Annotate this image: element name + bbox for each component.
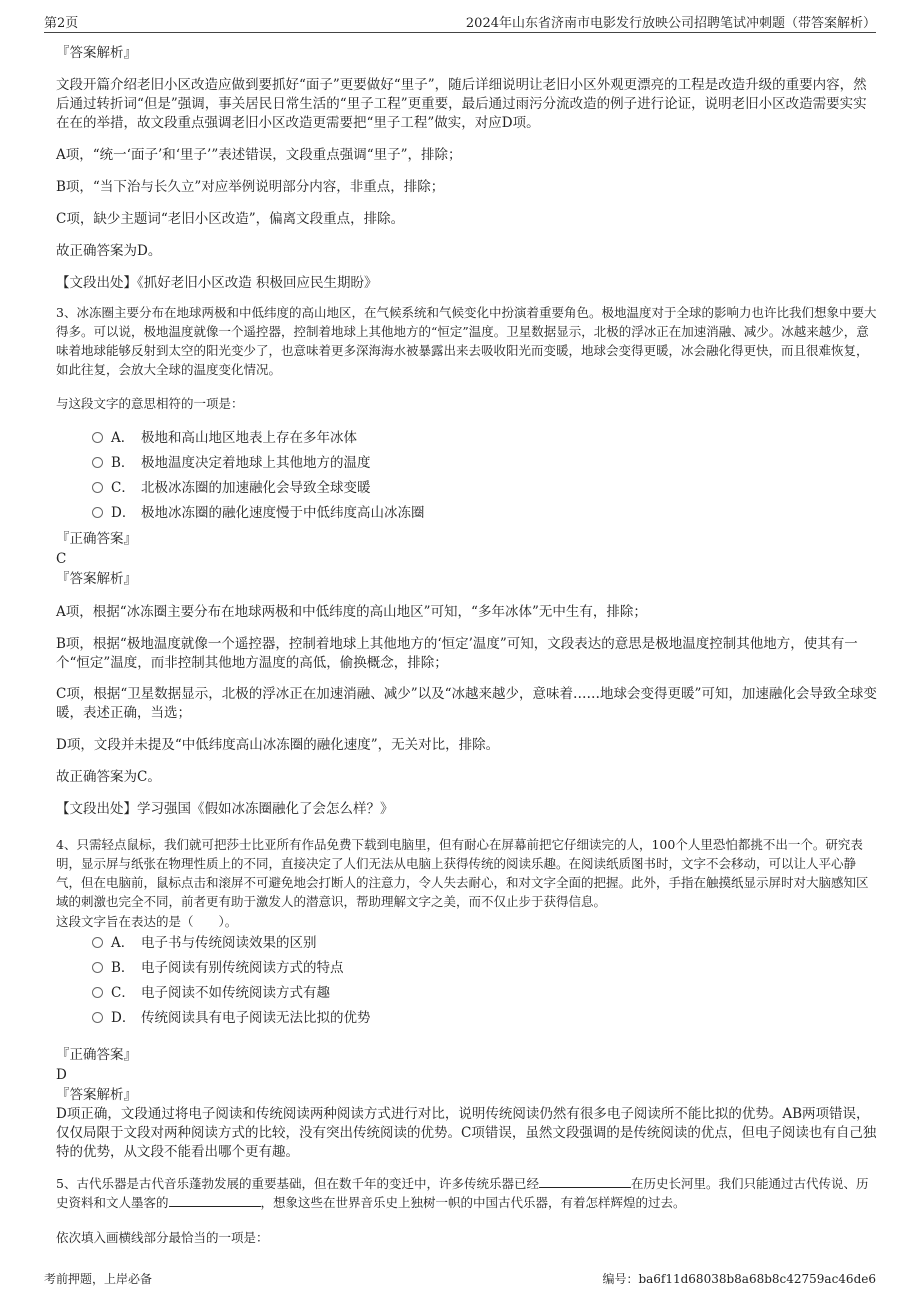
radio-icon[interactable]	[92, 962, 103, 973]
q2-source: 【文段出处】《抓好老旧小区改造 积极回应民生期盼》	[56, 275, 378, 291]
fill-blank-1	[539, 1175, 631, 1188]
fill-blank-2	[169, 1194, 261, 1207]
q4-option-b[interactable]: B． 电子阅读有别传统阅读方式的特点	[92, 958, 344, 978]
q5-stem: 5、古代乐器是古代音乐蓬勃发展的重要基础，但在数千年的变迁中，许多传统乐器已经 在历史长河里。我们只能通过古代传说、历史资料和文人墨客的 ，想象这些在世界音乐史上独树一帜的中国古代乐器，有着怎样辉煌的过去。	[56, 1176, 869, 1210]
q2-analysis-title: 『答案解析』	[56, 45, 137, 61]
q4-option-c[interactable]: C． 电子阅读不如传统阅读方式有趣	[92, 983, 330, 1003]
q4-analysis-title: 『答案解析』	[56, 1087, 137, 1103]
q5-question: 依次填入画横线部分最恰当的一项是：	[56, 1230, 269, 1245]
q2-option-c-explanation: C项，缺少主题词“老旧小区改造”，偏离文段重点，排除。	[56, 211, 405, 227]
q4-option-d[interactable]: D． 传统阅读具有电子阅读无法比拟的优势	[92, 1008, 371, 1028]
q3-option-d-explanation: D项，文段并未提及“中低纬度高山冰冻圈的融化速度”，无关对比，排除。	[56, 737, 500, 753]
radio-icon[interactable]	[92, 987, 103, 998]
q3-option-a[interactable]: A． 极地和高山地区地表上存在多年冰体	[92, 428, 357, 448]
q2-option-a-explanation: A项，“统一‘面子’和‘里子’”表述错误，文段重点强调“里子”，排除；	[56, 147, 462, 163]
q4-option-a[interactable]: A． 电子书与传统阅读效果的区别	[92, 933, 317, 953]
q3-stem: 3、冰冻圈主要分布在地球两极和中低纬度的高山地区，在气候系统和气候变化中扮演着重要角色。极地温度对于全球的影响力也许比我们想象中要大得多。可以说，极地温度就像一个遥控器，控制着地球上其他地方的“恒定”温度。卫星数据显示，北极的浮冰正在加速消融、减少。冰越来越少，意味着地球能够反射到太空的阳光变少了，也意味着更多深海海水被暴露出来去吸收阳光而变暖，地球会变得更暖，冰会融化得更快，而且很难恢复，如此往复，会放大全球的温度变化情况。	[56, 305, 877, 377]
footer-slogan: 考前押题，上岸必备	[44, 1272, 153, 1286]
page-footer	[44, 1270, 876, 1290]
q3-answer-title: 『正确答案』	[56, 531, 137, 547]
q4-question: 这段文字旨在表达的是（ ）。	[56, 914, 238, 929]
radio-icon[interactable]	[92, 1012, 103, 1023]
q3-option-d[interactable]: D． 极地冰冻圈的融化速度慢于中低纬度高山冰冻圈	[92, 503, 425, 523]
q3-question: 与这段文字的意思相符的一项是：	[56, 396, 244, 411]
document-id: 编号：ba6f11d68038b8a68b8c42759ac46de6	[602, 1272, 876, 1286]
q2-option-b-explanation: B项，“当下治与长久立”对应举例说明部分内容，非重点，排除；	[56, 179, 445, 195]
q3-conclusion: 故正确答案为C。	[56, 769, 161, 785]
q2-analysis-text: 文段开篇介绍老旧小区改造应做到要抓好“面子”更要做好“里子”，随后详细说明让老旧小区外观更漂亮的工程是改造升级的重要内容，然后通过转折词“但是”强调，事关居民日常生活的“里子工程”更重要，最后通过雨污分流改造的例子进行论证，说明老旧小区改造需要实实在在的举措，故文段重点强调老旧小区改造更需要把“里子工程”做实，对应D项。	[56, 77, 867, 131]
q3-answer: C	[56, 551, 67, 567]
q4-answer-title: 『正确答案』	[56, 1047, 137, 1063]
q3-option-c[interactable]: C． 北极冰冻圈的加速融化会导致全球变暖	[92, 478, 371, 498]
radio-icon[interactable]	[92, 482, 103, 493]
page-number: 第2页	[44, 16, 79, 31]
radio-icon[interactable]	[92, 507, 103, 518]
page-header	[44, 12, 876, 33]
q3-option-b-explanation: B项，根据“极地温度就像一个遥控器，控制着地球上其他地方的‘恒定’温度”可知，文段表达的意思是极地温度控制其他地方，使其有一个“恒定”温度，而非控制其他地方温度的高低，偷换概念，排除；	[56, 636, 858, 671]
q3-analysis-title: 『答案解析』	[56, 571, 137, 587]
radio-icon[interactable]	[92, 457, 103, 468]
document-title: 2024年山东省济南市电影发行放映公司招聘笔试冲刺题（带答案解析）	[465, 16, 876, 31]
q2-conclusion: 故正确答案为D。	[56, 243, 162, 259]
q4-answer: D	[56, 1067, 67, 1083]
radio-icon[interactable]	[92, 937, 103, 948]
q3-option-b[interactable]: B． 极地温度决定着地球上其他地方的温度	[92, 453, 371, 473]
q3-option-c-explanation: C项，根据“卫星数据显示，北极的浮冰正在加速消融、减少”以及“冰越来越少，意味着……地球会变得更暖”可知，加速融化会导致全球变暖，表述正确，当选；	[56, 686, 877, 721]
q3-option-a-explanation: A项，根据“冰冻圈主要分布在地球两极和中低纬度的高山地区”可知，“多年冰体”无中生有，排除；	[56, 604, 647, 620]
q3-source: 【文段出处】学习强国《假如冰冻圈融化了会怎么样？》	[56, 801, 394, 817]
radio-icon[interactable]	[92, 432, 103, 443]
q4-analysis-text: D项正确，文段通过将电子阅读和传统阅读两种阅读方式进行对比，说明传统阅读仍然有很多电子阅读所不能比拟的优势。AB两项错误，仅仅局限于文段对两种阅读方式的比较，没有突出传统阅读的优势。C项错误，虽然文段强调的是传统阅读的优点，但电子阅读也有自己独特的优势，从文段不能看出哪个更有趣。	[56, 1106, 877, 1160]
q4-stem: 4、只需轻点鼠标，我们就可把莎士比亚所有作品免费下载到电脑里，但有耐心在屏幕前把它仔细读完的人，100个人里恐怕都挑不出一个。研究表明，显示屏与纸张在物理性质上的不同，直接决定了人们无法从电脑上获得传统的阅读乐趣。在阅读纸质图书时，文字不会移动，可以让人平心静气，但在电脑前，鼠标点击和滚屏不可避免地会打断人的注意力，令人失去耐心，和对文字全面的把握。此外，手指在触摸纸显示屏时对大脑感知区域的刺激也完全不同，前者更有助于激发人的潜意识，帮助理解文字之美，而不仅止步于获得信息。	[56, 837, 869, 909]
